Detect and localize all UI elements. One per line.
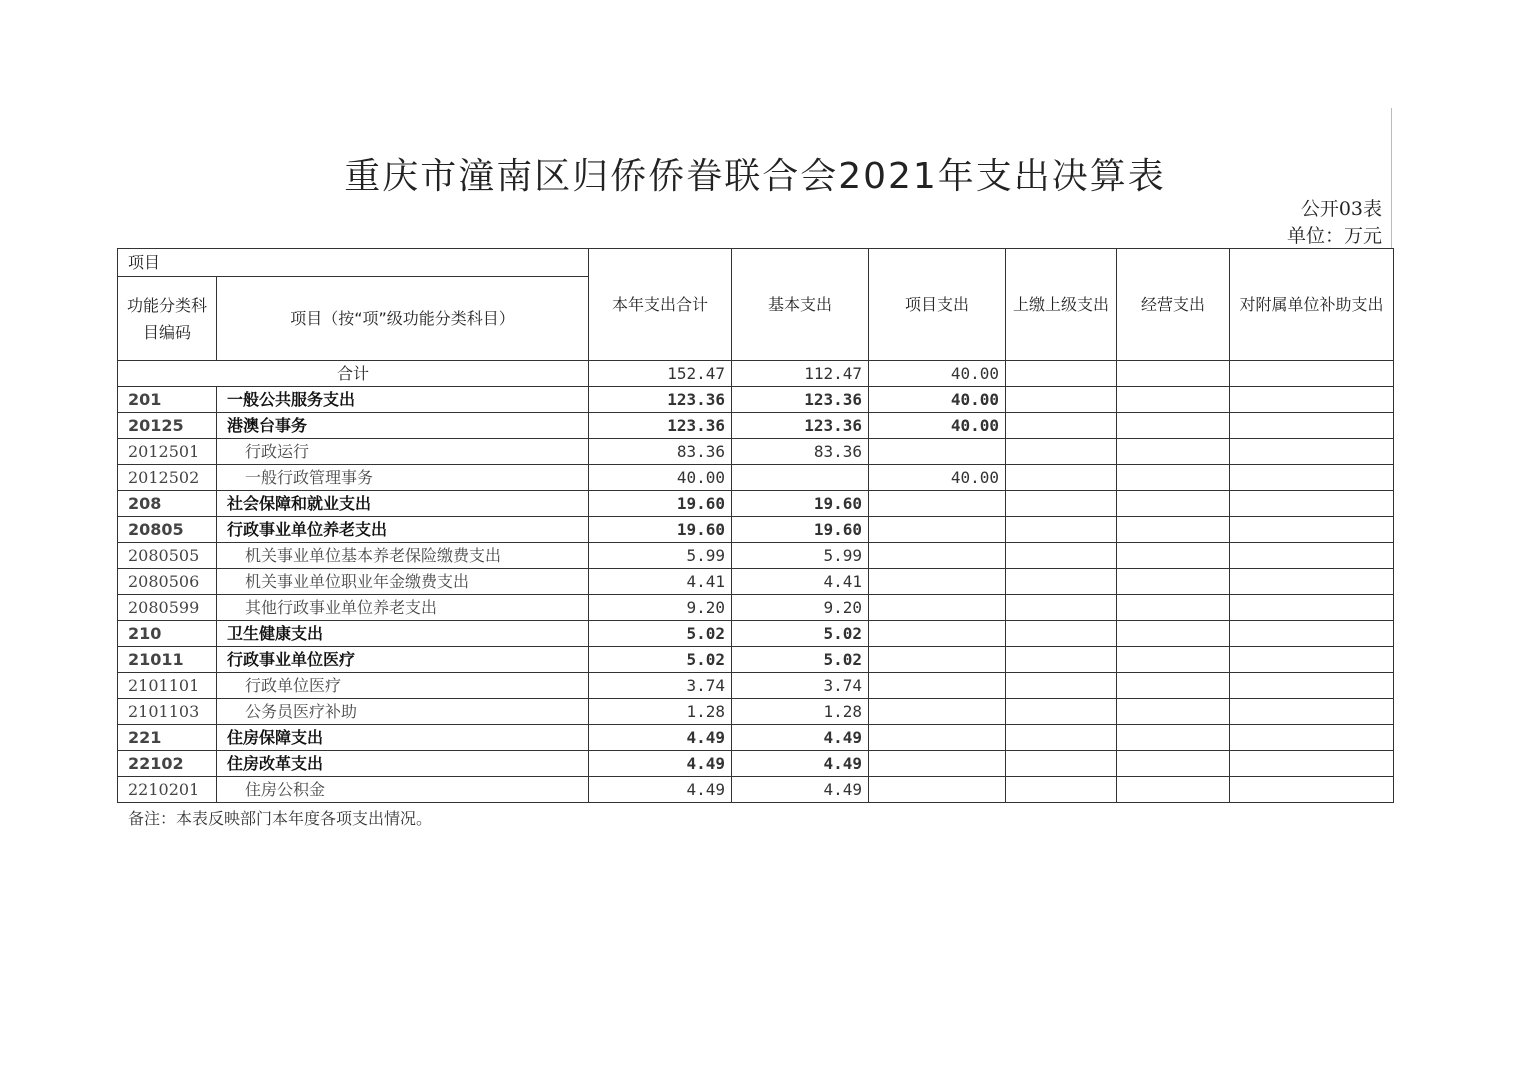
- row-project: [869, 751, 1006, 777]
- row-code: 2210201: [118, 777, 217, 803]
- row-project: [869, 491, 1006, 517]
- row-code: 208: [118, 491, 217, 517]
- row-project: [869, 699, 1006, 725]
- row-upper: [1006, 413, 1117, 439]
- row-project: [869, 725, 1006, 751]
- row-upper: [1006, 387, 1117, 413]
- row-upper: [1006, 699, 1117, 725]
- row-business: [1117, 673, 1230, 699]
- row-total: 4.49: [589, 725, 732, 751]
- row-name: 其他行政事业单位养老支出: [217, 595, 589, 621]
- row-total: 1.28: [589, 699, 732, 725]
- row-business: [1117, 543, 1230, 569]
- row-business: [1117, 491, 1230, 517]
- row-basic: 5.02: [732, 621, 869, 647]
- row-code: 210: [118, 621, 217, 647]
- row-total: 3.74: [589, 673, 732, 699]
- row-basic: 5.99: [732, 543, 869, 569]
- row-total: 19.60: [589, 517, 732, 543]
- row-name: 卫生健康支出: [217, 621, 589, 647]
- total-subsidy: [1230, 361, 1394, 387]
- header-code: 功能分类科目编码: [118, 277, 217, 361]
- row-name: 行政运行: [217, 439, 589, 465]
- table-row: [118, 569, 1394, 595]
- row-total: 4.49: [589, 777, 732, 803]
- row-business: [1117, 595, 1230, 621]
- row-total: 4.49: [589, 751, 732, 777]
- table-row: [118, 595, 1394, 621]
- row-business: [1117, 647, 1230, 673]
- row-name: 行政事业单位养老支出: [217, 517, 589, 543]
- row-subsidy: [1230, 699, 1394, 725]
- header-project-expense: 项目支出: [869, 249, 1006, 361]
- unit-label: 单位：万元: [1286, 225, 1382, 247]
- row-name: 机关事业单位基本养老保险缴费支出: [217, 543, 589, 569]
- row-upper: [1006, 725, 1117, 751]
- row-subsidy: [1230, 777, 1394, 803]
- row-code: 20125: [118, 413, 217, 439]
- row-code: 2101101: [118, 673, 217, 699]
- row-code: 22102: [118, 751, 217, 777]
- table-row: [118, 543, 1394, 569]
- table-row: [118, 751, 1394, 777]
- row-upper: [1006, 517, 1117, 543]
- total-upper: [1006, 361, 1117, 387]
- row-subsidy: [1230, 517, 1394, 543]
- total-label: 合计: [118, 361, 589, 387]
- row-basic: 4.49: [732, 777, 869, 803]
- row-name: 社会保障和就业支出: [217, 491, 589, 517]
- header-project: 项目: [118, 249, 589, 277]
- row-subsidy: [1230, 465, 1394, 491]
- row-total: 123.36: [589, 387, 732, 413]
- row-project: 40.00: [869, 387, 1006, 413]
- row-business: [1117, 751, 1230, 777]
- row-subsidy: [1230, 491, 1394, 517]
- row-total: 5.02: [589, 647, 732, 673]
- row-basic: 123.36: [732, 387, 869, 413]
- row-project: [869, 517, 1006, 543]
- row-project: [869, 621, 1006, 647]
- row-project: [869, 673, 1006, 699]
- row-subsidy: [1230, 725, 1394, 751]
- row-code: 2101103: [118, 699, 217, 725]
- header-name: 项目（按“项”级功能分类科目）: [217, 277, 589, 361]
- row-business: [1117, 517, 1230, 543]
- row-basic: 4.49: [732, 725, 869, 751]
- total-project: 40.00: [869, 361, 1006, 387]
- row-business: [1117, 465, 1230, 491]
- row-basic: 5.02: [732, 647, 869, 673]
- row-upper: [1006, 751, 1117, 777]
- row-subsidy: [1230, 595, 1394, 621]
- row-subsidy: [1230, 647, 1394, 673]
- row-upper: [1006, 491, 1117, 517]
- row-name: 机关事业单位职业年金缴费支出: [217, 569, 589, 595]
- header-basic: 基本支出: [732, 249, 869, 361]
- row-business: [1117, 439, 1230, 465]
- row-code: 2012501: [118, 439, 217, 465]
- row-code: 2080599: [118, 595, 217, 621]
- row-name: 公务员医疗补助: [217, 699, 589, 725]
- row-project: [869, 543, 1006, 569]
- row-basic: 123.36: [732, 413, 869, 439]
- row-basic: 4.41: [732, 569, 869, 595]
- row-business: [1117, 621, 1230, 647]
- row-total: 5.99: [589, 543, 732, 569]
- row-basic: 19.60: [732, 517, 869, 543]
- row-name: 一般行政管理事务: [217, 465, 589, 491]
- row-code: 2012502: [118, 465, 217, 491]
- table-row: [118, 413, 1394, 439]
- row-basic: [732, 465, 869, 491]
- total-sum: 152.47: [589, 361, 732, 387]
- row-upper: [1006, 465, 1117, 491]
- total-row: [118, 361, 1394, 387]
- table-row: [118, 647, 1394, 673]
- table-code: 公开03表: [1300, 198, 1382, 220]
- table-row: [118, 387, 1394, 413]
- row-subsidy: [1230, 751, 1394, 777]
- table-row: [118, 777, 1394, 803]
- total-basic: 112.47: [732, 361, 869, 387]
- row-upper: [1006, 569, 1117, 595]
- row-code: 2080506: [118, 569, 217, 595]
- table-row: [118, 621, 1394, 647]
- row-upper: [1006, 621, 1117, 647]
- row-total: 83.36: [589, 439, 732, 465]
- row-upper: [1006, 777, 1117, 803]
- header-upper: 上缴上级支出: [1006, 249, 1117, 361]
- row-project: [869, 595, 1006, 621]
- row-project: [869, 439, 1006, 465]
- row-upper: [1006, 673, 1117, 699]
- table-row: [118, 517, 1394, 543]
- row-subsidy: [1230, 387, 1394, 413]
- header-row-top: [118, 249, 1394, 277]
- row-code: 2080505: [118, 543, 217, 569]
- table-row: [118, 725, 1394, 751]
- table-row: [118, 491, 1394, 517]
- row-business: [1117, 569, 1230, 595]
- row-project: [869, 569, 1006, 595]
- row-total: 40.00: [589, 465, 732, 491]
- table-row: [118, 699, 1394, 725]
- row-basic: 3.74: [732, 673, 869, 699]
- header-total: 本年支出合计: [589, 249, 732, 361]
- row-basic: 1.28: [732, 699, 869, 725]
- row-name: 住房公积金: [217, 777, 589, 803]
- row-business: [1117, 725, 1230, 751]
- row-name: 一般公共服务支出: [217, 387, 589, 413]
- row-subsidy: [1230, 569, 1394, 595]
- row-business: [1117, 777, 1230, 803]
- row-upper: [1006, 439, 1117, 465]
- row-code: 201: [118, 387, 217, 413]
- table-row: [118, 465, 1394, 491]
- expenditure-table: [117, 248, 1394, 803]
- table-row: [118, 439, 1394, 465]
- row-subsidy: [1230, 621, 1394, 647]
- row-basic: 19.60: [732, 491, 869, 517]
- row-subsidy: [1230, 413, 1394, 439]
- row-subsidy: [1230, 543, 1394, 569]
- row-name: 行政事业单位医疗: [217, 647, 589, 673]
- row-business: [1117, 387, 1230, 413]
- row-name: 港澳台事务: [217, 413, 589, 439]
- row-business: [1117, 699, 1230, 725]
- page-title: 重庆市潼南区归侨侨眷联合会2021年支出决算表: [344, 156, 1166, 198]
- footnote: 备注：本表反映部门本年度各项支出情况。: [128, 809, 433, 828]
- row-basic: 83.36: [732, 439, 869, 465]
- header-subsidy: 对附属单位补助支出: [1230, 249, 1394, 361]
- row-project: 40.00: [869, 413, 1006, 439]
- row-name: 住房改革支出: [217, 751, 589, 777]
- row-basic: 4.49: [732, 751, 869, 777]
- row-project: [869, 647, 1006, 673]
- row-total: 9.20: [589, 595, 732, 621]
- row-upper: [1006, 543, 1117, 569]
- row-project: [869, 777, 1006, 803]
- row-name: 住房保障支出: [217, 725, 589, 751]
- row-total: 19.60: [589, 491, 732, 517]
- row-project: 40.00: [869, 465, 1006, 491]
- row-upper: [1006, 595, 1117, 621]
- total-business: [1117, 361, 1230, 387]
- row-basic: 9.20: [732, 595, 869, 621]
- row-subsidy: [1230, 439, 1394, 465]
- table-row: [118, 673, 1394, 699]
- row-total: 5.02: [589, 621, 732, 647]
- row-subsidy: [1230, 673, 1394, 699]
- row-total: 4.41: [589, 569, 732, 595]
- row-total: 123.36: [589, 413, 732, 439]
- row-code: 20805: [118, 517, 217, 543]
- row-upper: [1006, 647, 1117, 673]
- row-name: 行政单位医疗: [217, 673, 589, 699]
- header-business: 经营支出: [1117, 249, 1230, 361]
- row-code: 221: [118, 725, 217, 751]
- row-code: 21011: [118, 647, 217, 673]
- row-business: [1117, 413, 1230, 439]
